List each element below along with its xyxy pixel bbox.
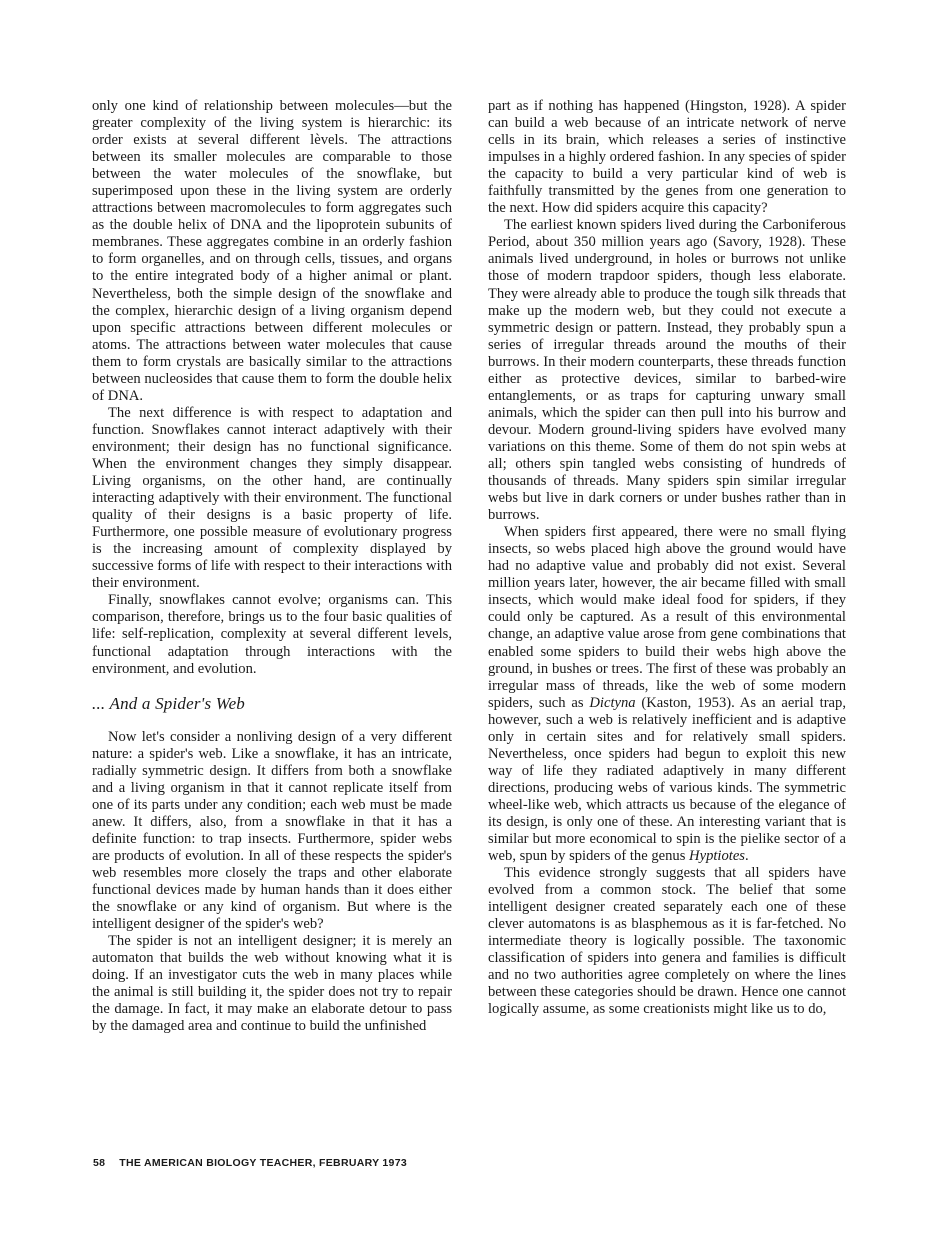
paragraph: The next difference is with respect to adaptation and function. Snowflakes cannot interact adaptively with their environment; their design has no functional significance. When the environment changes they simply disappear. Living organisms, on the other hand, are continually interacting adaptively with their environment. The functional quality of their designs is a basic property of life. Furthermore, one possible measure of evolutionary progress is the increasing amount of complexity displayed by successive forms of life with respect to their interactions with their environment.	[92, 404, 452, 592]
paragraph: part as if nothing has happened (Hingston, 1928). A spider can build a web because of an intricate network of nerve cells in its brain, which releases a series of instinctive impulses in a highly ordered fashion. In any species of spider the capacity to build a very particular kind of web is faithfully transmitted by the genes from one generation to the next. How did spiders acquire this capacity?	[488, 98, 846, 217]
journal-citation: THE AMERICAN BIOLOGY TEACHER, FEBRUARY 1973	[119, 1157, 407, 1169]
paragraph: only one kind of relationship between molecules—but the greater complexity of the living system is hierarchic: its order exists at several different lèvels. The attractions between its smaller molecules are comparable to those between the water molecules of the snowflake, but superimposed upon these in the living system are orderly attractions between macromolecules to form aggregates such as the double helix of DNA and the lipoprotein subunits of membranes. These aggregates combine in an orderly fashion to form organelles, and on through cells, tissues, and organs to the entire integrated body of a higher animal or plant. Nevertheless, both the simple design of the snowflake and the complex, hierarchic design of a living organism depend upon specific attractions between different molecules or atoms. The attractions between water molecules that cause them to form crystals are basically similar to the attractions between nucleosides that cause them to form the double helix of DNA.	[92, 98, 452, 404]
page-footer	[93, 1157, 407, 1169]
left-column	[92, 98, 452, 1035]
paragraph	[488, 524, 846, 865]
text-run: (Kaston, 1953). As an aerial trap, however, such a web is relatively inefficient and is adaptive only in certain sites and for relatively small spiders. Nevertheless, once spiders had begun to exploit this new way of life they radiated adaptively in many different directions, producing webs of various kinds. The symmetric wheel-like web, which attracts us because of the elegance of its design, is only one of these. An interesting variant that is similar but more economical to spin is the pielike sector of a web, spun by spiders of the genus	[488, 694, 846, 865]
genus-name: Dictyna	[589, 694, 636, 711]
genus-name: Hyptiotes	[689, 848, 745, 865]
paragraph: This evidence strongly suggests that all spiders have evolved from a common stock. The belief that some intelligent designer created separately each one of these clever automatons is as blasphemous as it is far-fetched. No intermediate theory is logically possible. The taxonomic classification of spiders into genera and families is difficult and no two authorities agree completely on where the lines between these categories should be drawn. Hence one cannot logically assume, as some creationists might like us to do,	[488, 865, 846, 1018]
section-heading: ... And a Spider's Web	[92, 693, 246, 713]
text-run: When spiders first appeared, there were no small flying insects, so webs placed high above the ground would have had no adaptive value and probably did not exist. Several million years later, however, the air became filled with small insects, which would make ideal food for spiders, if they could only be captured. As a result of this environmental change, an adaptive value arose from gene combinations that enabled some spiders to build their webs high above the ground, in bushes or trees. The first of these was probably an irregular mass of threads, like the web of some modern spiders, such as	[488, 524, 846, 711]
page-number: 58	[93, 1157, 106, 1169]
right-column	[488, 98, 846, 1019]
paragraph: Finally, snowflakes cannot evolve; organisms can. This comparison, therefore, brings us to the four basic qualities of life: self-replication, complexity at several different levels, functional adaptation through interactions with the environment, and evolution.	[92, 592, 452, 677]
paragraph: The earliest known spiders lived during the Carboniferous Period, about 350 million years ago (Savory, 1928). These animals lived underground, in holes or burrows not unlike those of modern trapdoor spiders, though less elaborate. They were already able to produce the tough silk threads that make up the modern web, but they could not execute a symmetric design or pattern. Instead, they probably spun a series of irregular threads around the mouths of their burrows. In their modern counterparts, these threads function either as protective devices, similar to barbed-wire entanglements, or as traps for capturing unwary small animals, which the spider can then pull into his burrow and devour. Modern ground-living spiders have evolved many variations on this theme. Some of them do not spin webs at all; others spin tangled webs consisting of hundreds of thousands of threads. Many spiders spin similar irregular webs but live in dark corners or under bushes rather than in burrows.	[488, 217, 846, 524]
paragraph: Now let's consider a nonliving design of a very different nature: a spider's web. Like a snowflake, it has an intricate, radially symmetric design. It differs from both a snowflake and a living organism in that it cannot replicate itself from one of its parts under any condition; each web must be made anew. It differs, also, from a snowflake in that it has a definite function: to trap insects. Furthermore, spider webs are products of evolution. In all of these respects the spider's web resembles more closely the traps and other elaborate functional devices made by human hands than it does either the snowflake or any kind of organism. But where is the intelligent designer of the spider's web?	[92, 728, 452, 933]
paragraph: The spider is not an intelligent designer; it is merely an automaton that builds the web without knowing what it is doing. If an investigator cuts the web in many places while the animal is still building it, the spider does not try to repair the damage. In fact, it may make an elaborate detour to pass by the damaged area and continue to build the unfinished	[92, 933, 452, 1035]
text-run: .	[744, 848, 749, 865]
